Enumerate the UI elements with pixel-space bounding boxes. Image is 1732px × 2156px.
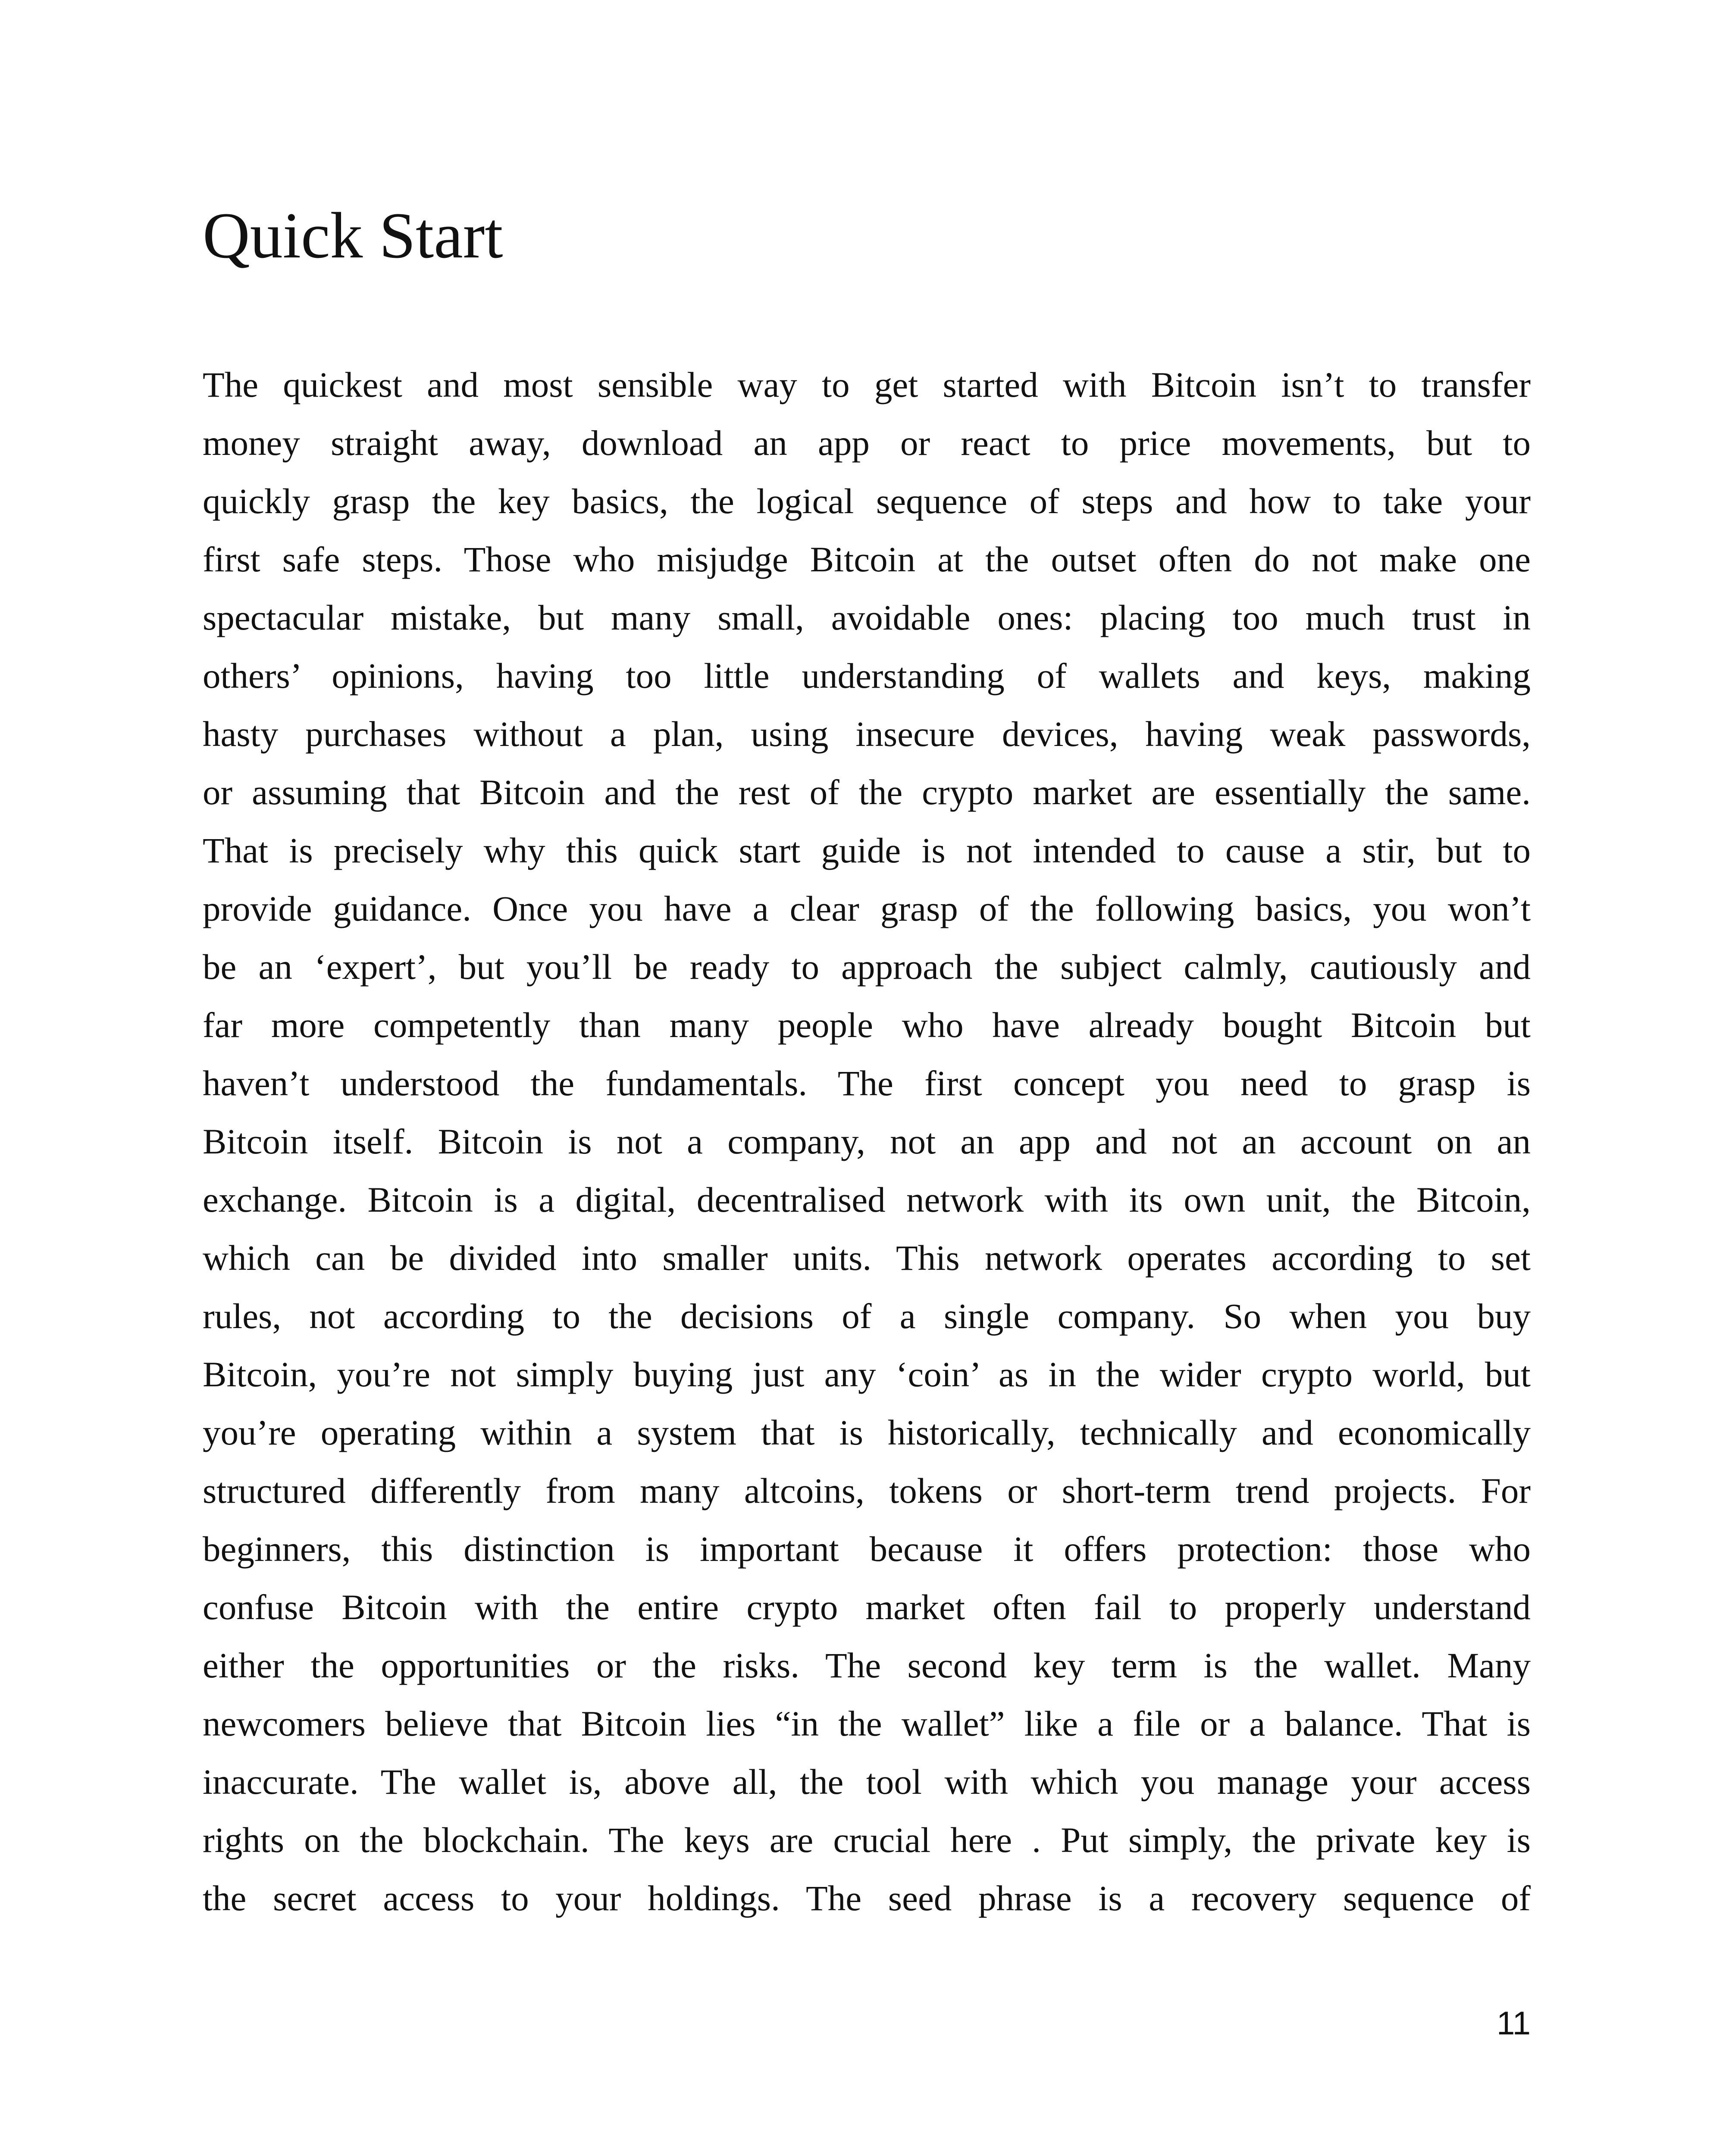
body-line-11: be an ‘expert’, but you’ll be ready to approach the subject calmly, cautiously and: [203, 947, 1531, 987]
body-line-17: rules, not according to the decisions of a single company. So when you buy: [203, 1296, 1531, 1336]
body-line-23: either the opportunities or the risks. The second key term is the wallet. Many: [203, 1645, 1531, 1685]
body-line-1: The quickest and most sensible way to get started with Bitcoin isn’t to transfer: [203, 365, 1531, 404]
body-line-26: rights on the blockchain. The keys are crucial here . Put simply, the private key is: [203, 1820, 1531, 1860]
body-line-2: money straight away, download an app or react to price movements, but to: [203, 423, 1531, 463]
body-line-27: the secret access to your holdings. The seed phrase is a recovery sequence of: [203, 1878, 1531, 1918]
body-line-25: inaccurate. The wallet is, above all, the tool with which you manage your access: [203, 1762, 1531, 1802]
body-line-3: quickly grasp the key basics, the logical sequence of steps and how to take your: [203, 481, 1531, 521]
body-line-20: structured differently from many altcoins, tokens or short-term trend projects. For: [203, 1471, 1531, 1510]
body-text: [203, 356, 1531, 1927]
body-line-16: which can be divided into smaller units. This network operates according to set: [203, 1238, 1531, 1278]
body-line-15: exchange. Bitcoin is a digital, decentralised network with its own unit, the Bitcoin,: [203, 1180, 1531, 1219]
body-line-5: spectacular mistake, but many small, avoidable ones: placing too much trust in: [203, 598, 1531, 637]
body-line-22: confuse Bitcoin with the entire crypto market often fail to properly understand: [203, 1587, 1531, 1627]
body-line-9: That is precisely why this quick start guide is not intended to cause a stir, but to: [203, 830, 1531, 870]
body-line-4: first safe steps. Those who misjudge Bitcoin at the outset often do not make one: [203, 539, 1531, 579]
body-line-18: Bitcoin, you’re not simply buying just any ‘coin’ as in the wider crypto world, but: [203, 1354, 1531, 1394]
body-line-13: haven’t understood the fundamentals. The first concept you need to grasp is: [203, 1063, 1531, 1103]
body-line-24: newcomers believe that Bitcoin lies “in the wallet” like a file or a balance. That is: [203, 1704, 1531, 1743]
body-line-14: Bitcoin itself. Bitcoin is not a company, not an app and not an account on an: [203, 1122, 1531, 1161]
body-line-12: far more competently than many people who have already bought Bitcoin but: [203, 1005, 1531, 1045]
page-number: 11: [1497, 2005, 1531, 2042]
page-title: Quick Start: [203, 199, 503, 272]
body-line-10: provide guidance. Once you have a clear grasp of the following basics, you won’t: [203, 889, 1531, 928]
body-line-19: you’re operating within a system that is historically, technically and economically: [203, 1413, 1531, 1452]
body-line-6: others’ opinions, having too little understanding of wallets and keys, making: [203, 656, 1531, 696]
body-line-7: hasty purchases without a plan, using insecure devices, having weak passwords,: [203, 714, 1531, 754]
body-line-21: beginners, this distinction is important because it offers protection: those who: [203, 1529, 1531, 1569]
body-line-8: or assuming that Bitcoin and the rest of the crypto market are essentially the same.: [203, 772, 1531, 812]
